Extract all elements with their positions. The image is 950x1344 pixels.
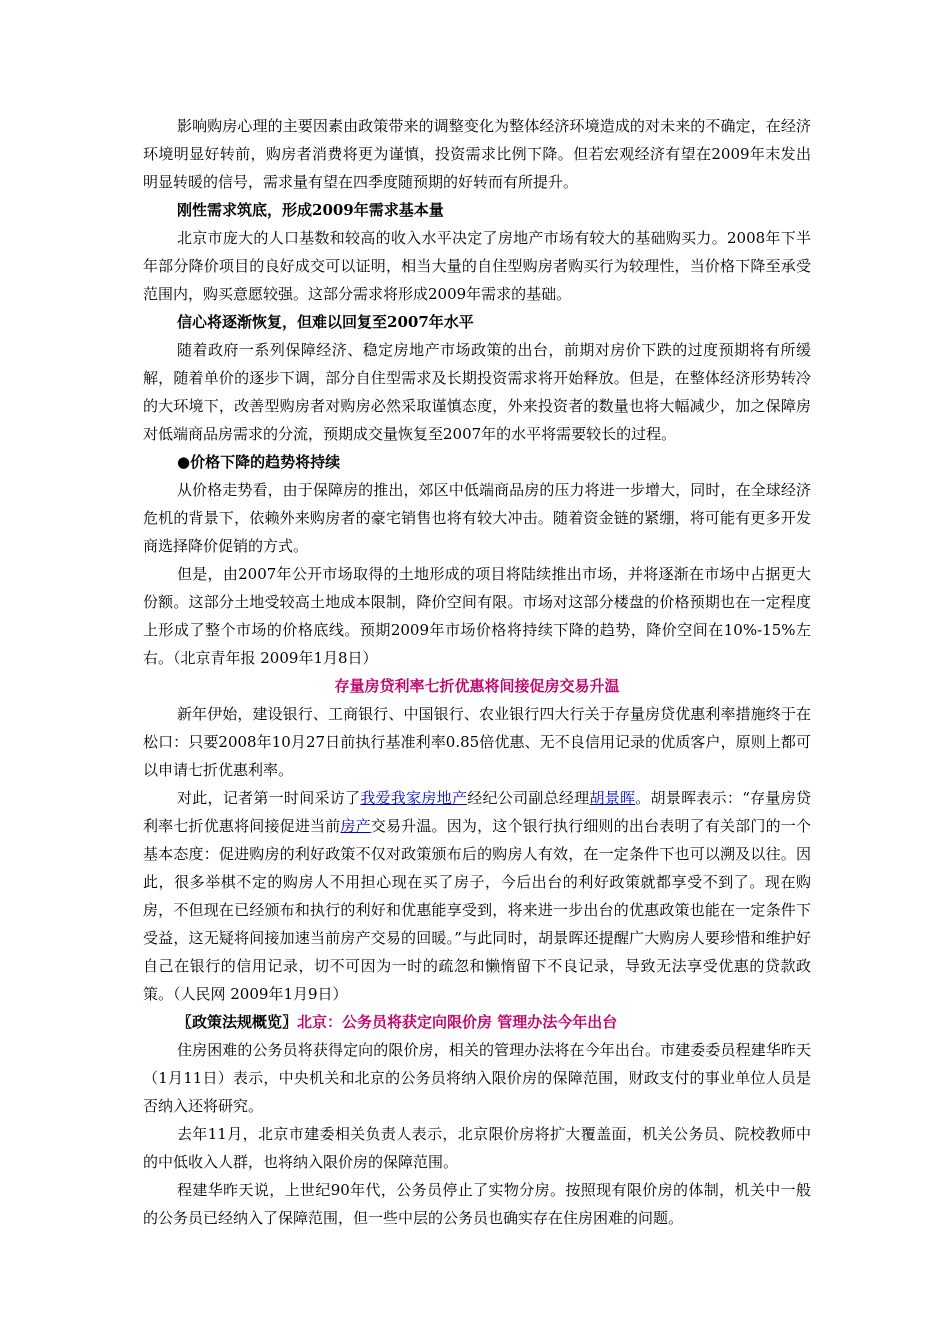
article-body: [143, 112, 811, 1232]
link-hu-jinghui[interactable]: 胡景晖: [589, 789, 636, 807]
interview-text-2: 经纪公司副总经理: [467, 789, 590, 807]
paragraph-housing-history: 程建华昨天说，上世纪90年代，公务员停止了实物分房。按照现有限价房的体制，机关中一般的公务员已经纳入了保障范围，但一些中层的公务员也确实存在住房困难的问题。: [143, 1181, 811, 1227]
link-5i5j-realestate[interactable]: 我爱我家房地产: [360, 789, 468, 807]
paragraph-coverage-expansion: 去年11月，北京市建委相关负责人表示，北京限价房将扩大覆盖面，机关公务员、院校教师中的中低收入人群，也将纳入限价房的保障范围。: [143, 1125, 811, 1171]
paragraph-interview: [143, 784, 811, 1008]
heading-price-decline: ●价格下降的趋势将持续: [177, 453, 341, 471]
interview-text-1: 对此，记者第一时间采访了: [177, 789, 361, 807]
paragraph-civil-servant-housing: 住房困难的公务员将获得定向的限价房，相关的管理办法将在今年出台。市建委委员程建华昨天（1月11日）表示，中央机关和北京的公务员将纳入限价房的保障范围，财政支付的事业单位人员是否纳入还将研究。: [143, 1041, 811, 1115]
heading-rigid-demand: 刚性需求筑底，形成2009年需求基本量: [177, 201, 444, 219]
heading-confidence-recovery: 信心将逐渐恢复，但难以回复至2007年水平: [177, 313, 474, 331]
paragraph-confidence-recovery: 随着政府一系列保障经济、稳定房地产市场政策的出台，前期对房价下跌的过度预期将有所缓解，随着单价的逐步下调，部分自住型需求及长期投资需求将开始释放。但是，在整体经济形势转冷的大环境下，改善型购房者对购房必然采取谨慎态度，外来投资者的数量也将大幅减少，加之保障房对低端商品房需求的分流，预期成交量恢复至2007年的水平将需要较长的过程。: [143, 341, 811, 443]
policy-overview-label: 〖政策法规概览〗: [177, 1013, 298, 1031]
paragraph-rigid-demand: 北京市庞大的人口基数和较高的收入水平决定了房地产市场有较大的基础购买力。2008年下半年部分降价项目的良好成交可以证明，相当大量的自住型购房者购买行为较理性，当价格下降至承受范围内，购买意愿较强。这部分需求将形成2009年需求的基础。: [143, 229, 811, 303]
paragraph-price-trend: 从价格走势看，由于保障房的推出，郊区中低端商品房的压力将进一步增大，同时，在全球经济危机的背景下，依赖外来购房者的豪宅销售也将有较大冲击。随着资金链的紧绷，将可能有更多开发商选择降价促销的方式。: [143, 481, 811, 555]
paragraph-price-floor: 但是，由2007年公开市场取得的土地形成的项目将陆续推出市场，并将逐渐在市场中占据更大份额。这部分土地受较高土地成本限制，降价空间有限。市场对这部分楼盘的价格预期也在一定程度上形成了整个市场的价格底线。预期2009年市场价格将持续下降的趋势，降价空间在10%-15%左右。（北京青年报 2009年1月8日）: [143, 565, 811, 667]
link-property[interactable]: 房产: [340, 817, 371, 835]
interview-text-3: 。胡景晖表示：“存量房贷利率七折优惠将间接促进当前: [143, 789, 811, 835]
paragraph-demand-psychology: 影响购房心理的主要因素由政策带来的调整变化为整体经济环境造成的对未来的不确定，在经济环境明显好转前，购房者消费将更为谨慎，投资需求比例下降。但若宏观经济有望在2009年末发出明显转暖的信号，需求量有望在四季度随预期的好转而有所提升。: [143, 117, 811, 191]
article-title-mortgage-discount: 存量房贷利率七折优惠将间接促房交易升温: [334, 677, 620, 695]
policy-headline: 北京：公务员将获定向限价房 管理办法今年出台: [297, 1013, 618, 1031]
heading-policy-overview: [143, 1008, 811, 1036]
interview-text-4: 交易升温。因为，这个银行执行细则的出台表明了有关部门的一个基本态度：促进购房的利好政策不仅对政策颁布后的购房人有效，在一定条件下也可以溯及以往。因此，很多举棋不定的购房人不用担心现在买了房子，今后出台的利好政策就都享受不到了。现在购房，不但现在已经颁布和执行的利好和优惠能享受到，将来进一步出台的优惠政策也能在一定条件下受益，这无疑将间接加速当前房产交易的回暖。”与此同时，胡景晖还提醒广大购房人要珍惜和维护好自己在银行的信用记录，切不可因为一时的疏忽和懒惰留下不良记录，导致无法享受优惠的贷款政策。（人民网 2009年1月9日）: [143, 817, 811, 1003]
paragraph-bank-policy: 新年伊始，建设银行、工商银行、中国银行、农业银行四大行关于存量房贷优惠利率措施终于在松口：只要2008年10月27日前执行基准利率0.85倍优惠、无不良信用记录的优质客户，原则上都可以申请七折优惠利率。: [143, 705, 811, 779]
